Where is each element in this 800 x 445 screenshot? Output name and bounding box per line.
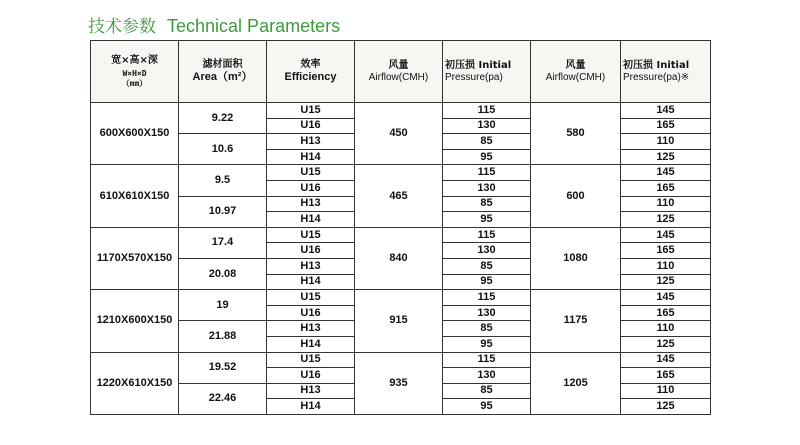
pressure-cell: 145 xyxy=(621,227,711,243)
pressure-cell: 115 xyxy=(443,103,531,119)
pressure-cell: 110 xyxy=(621,258,711,274)
pressure-cell: 115 xyxy=(443,165,531,181)
area-cell: 21.88 xyxy=(179,321,267,352)
efficiency-cell: H13 xyxy=(267,134,355,150)
pressure-cell: 165 xyxy=(621,118,711,134)
pressure-cell: 125 xyxy=(621,336,711,352)
efficiency-cell: H14 xyxy=(267,336,355,352)
efficiency-cell: U15 xyxy=(267,165,355,181)
efficiency-cell: H13 xyxy=(267,258,355,274)
table-row xyxy=(91,103,711,119)
airflow-cell: 1205 xyxy=(531,352,621,414)
header-efficiency: 效率 Efficiency xyxy=(267,41,355,103)
pressure-cell: 85 xyxy=(443,196,531,212)
airflow-cell: 840 xyxy=(355,227,443,289)
area-cell: 9.22 xyxy=(179,103,267,134)
area-cell: 19.52 xyxy=(179,352,267,383)
efficiency-cell: U16 xyxy=(267,368,355,384)
pressure-cell: 110 xyxy=(621,383,711,399)
pressure-cell: 130 xyxy=(443,305,531,321)
pressure-cell: 125 xyxy=(621,212,711,228)
title-zh: 技术参数 xyxy=(88,17,156,37)
area-cell: 10.97 xyxy=(179,196,267,227)
efficiency-cell: H13 xyxy=(267,383,355,399)
efficiency-cell: U15 xyxy=(267,290,355,306)
pressure-cell: 115 xyxy=(443,227,531,243)
efficiency-cell: H14 xyxy=(267,212,355,228)
pressure-cell: 110 xyxy=(621,134,711,150)
pressure-cell: 95 xyxy=(443,212,531,228)
pressure-cell: 130 xyxy=(443,118,531,134)
table-row xyxy=(91,352,711,368)
efficiency-cell: U16 xyxy=(267,305,355,321)
table-row xyxy=(91,165,711,181)
pressure-cell: 110 xyxy=(621,196,711,212)
pressure-cell: 95 xyxy=(443,274,531,290)
pressure-cell: 145 xyxy=(621,352,711,368)
pressure-cell: 130 xyxy=(443,368,531,384)
pressure-cell: 165 xyxy=(621,180,711,196)
pressure-cell: 125 xyxy=(621,149,711,165)
header-row xyxy=(91,41,711,103)
airflow-cell: 935 xyxy=(355,352,443,414)
pressure-cell: 85 xyxy=(443,258,531,274)
pressure-cell: 115 xyxy=(443,352,531,368)
table-row xyxy=(91,290,711,306)
area-cell: 19 xyxy=(179,290,267,321)
pressure-cell: 145 xyxy=(621,103,711,119)
efficiency-cell: H14 xyxy=(267,274,355,290)
efficiency-cell: U16 xyxy=(267,243,355,259)
dims-cell: 1220X610X150 xyxy=(91,352,179,414)
table-row xyxy=(91,227,711,243)
airflow-cell: 450 xyxy=(355,103,443,165)
efficiency-cell: U16 xyxy=(267,118,355,134)
pressure-cell: 125 xyxy=(621,399,711,415)
header-airflow-2: 风量 Airflow(CMH) xyxy=(531,41,621,103)
pressure-cell: 95 xyxy=(443,399,531,415)
pressure-cell: 165 xyxy=(621,243,711,259)
area-cell: 22.46 xyxy=(179,383,267,414)
efficiency-cell: U15 xyxy=(267,227,355,243)
pressure-cell: 130 xyxy=(443,180,531,196)
header-area: 滤材面积 Area（m²） xyxy=(179,41,267,103)
efficiency-cell: H14 xyxy=(267,399,355,415)
area-cell: 9.5 xyxy=(179,165,267,196)
pressure-cell: 130 xyxy=(443,243,531,259)
efficiency-cell: U15 xyxy=(267,103,355,119)
parameters-table xyxy=(90,40,711,415)
area-cell: 20.08 xyxy=(179,258,267,289)
dims-cell: 1210X600X150 xyxy=(91,290,179,352)
pressure-cell: 85 xyxy=(443,134,531,150)
pressure-cell: 115 xyxy=(443,290,531,306)
pressure-cell: 95 xyxy=(443,149,531,165)
pressure-cell: 85 xyxy=(443,321,531,337)
dims-cell: 1170X570X150 xyxy=(91,227,179,289)
airflow-cell: 465 xyxy=(355,165,443,227)
area-cell: 10.6 xyxy=(179,134,267,165)
airflow-cell: 1175 xyxy=(531,290,621,352)
airflow-cell: 915 xyxy=(355,290,443,352)
dims-cell: 600X600X150 xyxy=(91,103,179,165)
airflow-cell: 1080 xyxy=(531,227,621,289)
pressure-cell: 165 xyxy=(621,368,711,384)
pressure-cell: 145 xyxy=(621,165,711,181)
header-pressure-2: 初压损 Initial Pressure(pa)※ xyxy=(621,41,711,103)
pressure-cell: 145 xyxy=(621,290,711,306)
efficiency-cell: U16 xyxy=(267,180,355,196)
pressure-cell: 125 xyxy=(621,274,711,290)
pressure-cell: 95 xyxy=(443,336,531,352)
pressure-cell: 110 xyxy=(621,321,711,337)
title-en: Technical Parameters xyxy=(167,16,341,36)
efficiency-cell: H13 xyxy=(267,321,355,337)
area-cell: 17.4 xyxy=(179,227,267,258)
pressure-cell: 165 xyxy=(621,305,711,321)
efficiency-cell: H14 xyxy=(267,149,355,165)
dims-cell: 610X610X150 xyxy=(91,165,179,227)
header-pressure-1: 初压损 Initial Pressure(pa) xyxy=(443,41,531,103)
airflow-cell: 580 xyxy=(531,103,621,165)
header-dims: 宽×高×深 W×H×D （mm） xyxy=(91,41,179,103)
efficiency-cell: U15 xyxy=(267,352,355,368)
header-airflow-1: 风量 Airflow(CMH) xyxy=(355,41,443,103)
airflow-cell: 600 xyxy=(531,165,621,227)
efficiency-cell: H13 xyxy=(267,196,355,212)
pressure-cell: 85 xyxy=(443,383,531,399)
page-title xyxy=(88,12,340,37)
